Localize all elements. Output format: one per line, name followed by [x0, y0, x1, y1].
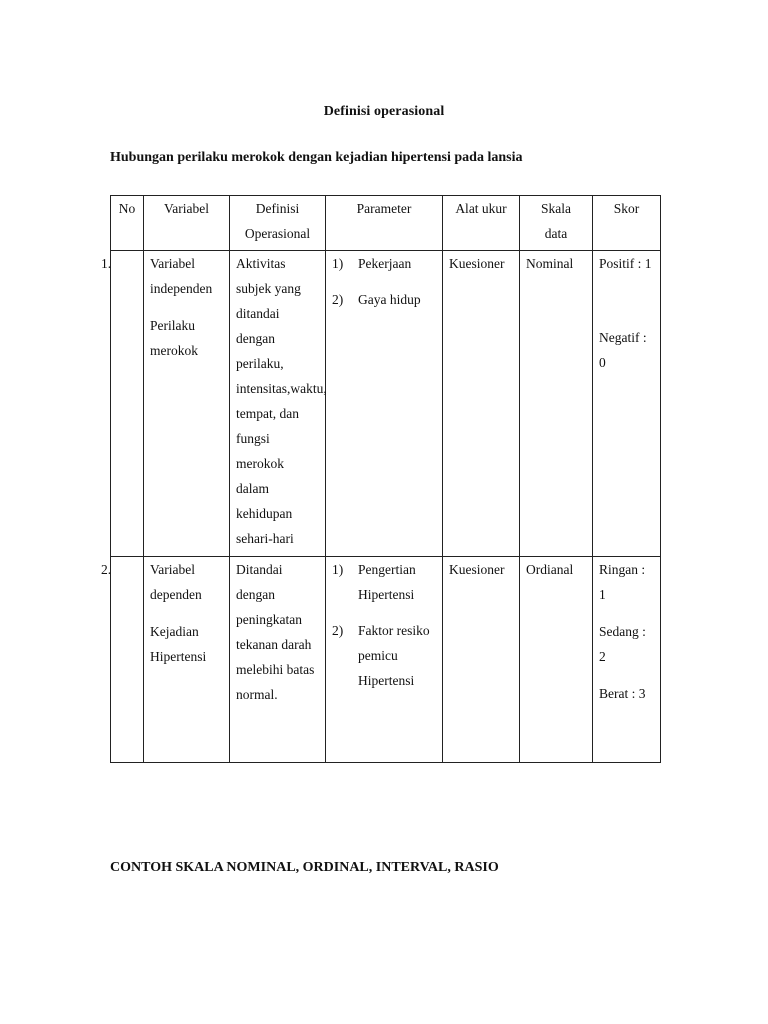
skor-item: Ringan : 1 [599, 562, 646, 602]
variabel-cell [144, 251, 230, 557]
row-number: 1. [101, 256, 112, 271]
skor-cell [593, 251, 661, 557]
parameter-number: 1) [332, 562, 344, 577]
parameter-number: 2) [332, 292, 344, 307]
variabel-type: Variabel dependen [150, 562, 202, 602]
parameter-item [332, 251, 436, 276]
parameter-text: Pekerjaan [358, 256, 412, 271]
header-skor: Skor [593, 196, 661, 251]
skor-cell [593, 557, 661, 763]
parameter-list [332, 251, 436, 312]
header-alat-ukur: Alat ukur [443, 196, 520, 251]
row-number-cell [101, 557, 144, 763]
parameter-text: Faktor resiko pemicu Hipertensi [358, 623, 430, 688]
header-skala: Skala data [520, 196, 593, 251]
alat-ukur-cell [443, 251, 520, 557]
skala-cell [520, 251, 593, 557]
variabel-type: Variabel independen [150, 256, 213, 296]
header-variabel: Variabel [144, 196, 230, 251]
variabel-cell [144, 557, 230, 763]
parameter-number: 1) [332, 256, 344, 271]
operational-definition-table [101, 195, 661, 763]
table-row [111, 557, 661, 763]
document-title: Definisi operasional [323, 104, 445, 119]
definisi-cell [230, 251, 326, 557]
parameter-item [332, 557, 436, 607]
parameter-number: 2) [332, 623, 344, 638]
skala-text: Ordianal [526, 562, 574, 577]
document-subtitle: Hubungan perilaku merokok dengan kejadian hipertensi pada lansia [110, 150, 523, 165]
header-no: No [111, 196, 144, 251]
header-parameter: Parameter [326, 196, 443, 251]
parameter-item [332, 618, 436, 693]
alat-ukur-cell [443, 557, 520, 763]
parameter-item [332, 287, 436, 312]
parameter-list [332, 557, 436, 693]
skor-item: Negatif : 0 [599, 330, 647, 370]
definisi-text: Aktivitas subjek yang ditandai dengan perilaku, intensitas,waktu, tempat, dan fungsi merokok dalam kehidupan sehari-hari [236, 256, 327, 546]
section-heading: CONTOH SKALA NOMINAL, ORDINAL, INTERVAL, RASIO [110, 860, 499, 875]
skala-text: Nominal [526, 256, 574, 271]
variabel-name: Perilaku merokok [150, 318, 198, 358]
parameter-text: Pengertian Hipertensi [358, 562, 416, 602]
skor-item: Positif : 1 [599, 256, 652, 271]
row-number: 2. [101, 562, 112, 577]
parameter-cell [326, 557, 443, 763]
skor-item: Berat : 3 [599, 686, 646, 701]
variabel-name: Kejadian Hipertensi [150, 624, 207, 664]
definisi-text: Ditandai dengan peningkatan tekanan darah melebihi batas normal. [236, 562, 315, 702]
header-definisi: Definisi Operasional [230, 196, 326, 251]
parameter-text: Gaya hidup [358, 292, 421, 307]
table-row [111, 251, 661, 557]
row-number-cell [101, 251, 144, 557]
skala-cell [520, 557, 593, 763]
alat-ukur-text: Kuesioner [449, 562, 505, 577]
skor-item: Sedang : 2 [599, 624, 646, 664]
definisi-cell [230, 557, 326, 763]
parameter-cell [326, 251, 443, 557]
alat-ukur-text: Kuesioner [449, 256, 505, 271]
table-header-row [111, 196, 661, 251]
